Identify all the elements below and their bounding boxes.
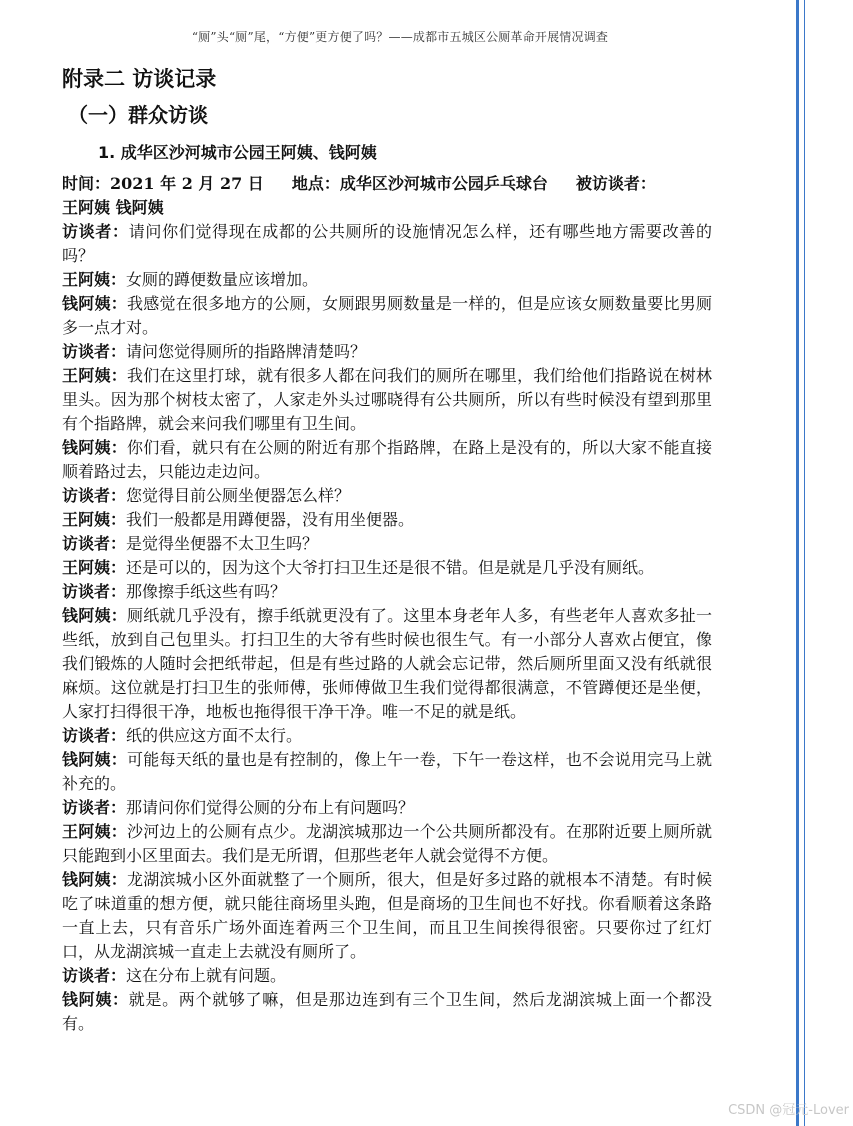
- dialog-line: [62, 820, 712, 868]
- utterance: 请问您觉得厕所的指路牌清楚吗？: [126, 342, 367, 361]
- dialog-line: [62, 724, 712, 748]
- utterance: 那像擦手纸这些有吗？: [126, 582, 287, 601]
- interview-meta: [62, 172, 712, 220]
- utterance: 这在分布上就有问题。: [126, 966, 287, 985]
- speaker: 钱阿姨：: [62, 606, 128, 625]
- speaker: 访谈者：: [62, 486, 127, 505]
- utterance: 还是可以的，因为这个大爷打扫卫生还是很不错。但是就是几乎没有厕纸。: [126, 558, 655, 577]
- speaker: 钱阿姨：: [62, 870, 128, 889]
- dialog-line: [62, 436, 712, 484]
- dialog-line: [62, 340, 712, 364]
- time-label: 时间：: [62, 174, 111, 193]
- dialog-line: [62, 268, 712, 292]
- speaker: 访谈者：: [62, 966, 127, 985]
- speaker: 访谈者：: [62, 582, 127, 601]
- utterance: 您觉得目前公厕坐便器怎么样？: [126, 486, 351, 505]
- utterance: 龙湖滨城小区外面就整了一个厕所，很大，但是好多过路的就根本不清楚。有时候吃了味道重的想方便，就只能往商场里头跑，但是商场的卫生间也不好找。你看顺着这条路一直上去，只有音乐广场外面连着两三个卫生间，而且卫生间挨得很密。只要你过了红灯口，从龙湖滨城一直走上去就没有厕所了。: [62, 870, 712, 961]
- speaker: 访谈者：: [62, 726, 127, 745]
- speaker: 王阿姨：: [62, 510, 127, 529]
- speaker: 访谈者：: [62, 534, 127, 553]
- utterance: 我们在这里打球，就有很多人都在问我们的厕所在哪里，我们给他们指路说在树林里头。因为那个树枝太密了，人家走外头过哪晓得有公共厕所，所以有些时候没有望到那里有个指路牌，就会来问我们哪里有卫生间。: [62, 366, 712, 433]
- speaker: 王阿姨：: [62, 366, 128, 385]
- dialog-line: [62, 748, 712, 796]
- speaker: 王阿姨：: [62, 822, 128, 841]
- utterance: 我感觉在很多地方的公厕，女厕跟男厕数量是一样的，但是应该女厕数量要比男厕多一点才对。: [62, 294, 712, 337]
- speaker: 钱阿姨：: [62, 294, 128, 313]
- speaker: 访谈者：: [62, 222, 129, 241]
- interviewee-label: 被访谈者：: [575, 174, 656, 193]
- speaker: 访谈者：: [62, 798, 127, 817]
- utterance: 我们一般都是用蹲便器，没有用坐便器。: [126, 510, 415, 529]
- page-edge-rule-thick: [796, 0, 799, 1126]
- dialog-line: [62, 988, 712, 1036]
- dialog-line: [62, 292, 712, 340]
- part-title: （一）群众访谈: [68, 103, 208, 127]
- place-label: 地点：: [291, 174, 340, 193]
- dialog-line: [62, 508, 712, 532]
- dialog-line: [62, 364, 712, 436]
- dialog-line: [62, 868, 712, 964]
- document-body: [62, 62, 712, 1036]
- utterance: 女厕的蹲便数量应该增加。: [126, 270, 319, 289]
- running-header: “厕”头“厕”尾，“方便”更方便了吗？——成都市五城区公厕革命开展情况调查: [191, 30, 609, 44]
- dialog-line: [62, 604, 712, 724]
- utterance: 请问你们觉得现在成都的公共厕所的设施情况怎么样，还有哪些地方需要改善的吗？: [62, 222, 712, 265]
- speaker: 钱阿姨：: [62, 750, 128, 769]
- utterance: 厕纸就几乎没有，擦手纸就更没有了。这里本身老年人多，有些老年人喜欢多扯一些纸，放到自己包里头。打扫卫生的大爷有些时候也很生气。有一小部分人喜欢占便宜，像我们锻炼的人随时会把纸带起，但是有些过路的人就会忘记带，然后厕所里面又没有纸就很麻烦。这位就是打扫卫生的张师傅，张师傅做卫生我们觉得都很满意，不管蹲便还是坐便，人家打扫得很干净，地板也拖得很干净干净。唯一不足的就是纸。: [62, 606, 712, 721]
- time-value: 2021 年 2 月 27 日: [110, 174, 264, 193]
- utterance: 你们看，就只有在公厕的附近有那个指路牌，在路上是没有的，所以大家不能直接顺着路过去，只能边走边问。: [62, 438, 712, 481]
- speaker: 访谈者：: [62, 342, 127, 361]
- speaker: 钱阿姨：: [62, 990, 129, 1009]
- interview-title: 1. 成华区沙河城市公园王阿姨、钱阿姨: [98, 143, 377, 162]
- dialog-line: [62, 220, 712, 268]
- dialog-line: [62, 580, 712, 604]
- csdn-watermark: CSDN @冠元-Lover: [728, 1103, 849, 1118]
- place-value: 成华区沙河城市公园乒乓球台: [339, 174, 548, 193]
- dialog-line: [62, 484, 712, 508]
- page-edge-rule-thin: [804, 0, 805, 1126]
- dialog-line: [62, 556, 712, 580]
- appendix-title: 附录二 访谈记录: [62, 67, 217, 91]
- speaker: 王阿姨：: [62, 558, 127, 577]
- utterance: 是觉得坐便器不太卫生吗？: [126, 534, 319, 553]
- speaker: 钱阿姨：: [62, 438, 128, 457]
- utterance: 纸的供应这方面不太行。: [126, 726, 303, 745]
- dialog-line: [62, 532, 712, 556]
- utterance: 那请问你们觉得公厕的分布上有问题吗？: [126, 798, 415, 817]
- utterance: 就是。两个就够了嘛，但是那边连到有三个卫生间，然后龙湖滨城上面一个都没有。: [62, 990, 712, 1033]
- dialog-line: [62, 964, 712, 988]
- dialog-line: [62, 796, 712, 820]
- speaker: 王阿姨：: [62, 270, 127, 289]
- dialog-list: [62, 220, 712, 1036]
- interviewee-value: 王阿姨 钱阿姨: [62, 198, 164, 217]
- utterance: 可能每天纸的量也是有控制的，像上午一卷，下午一卷这样，也不会说用完马上就补充的。: [62, 750, 712, 793]
- utterance: 沙河边上的公厕有点少。龙湖滨城那边一个公共厕所都没有。在那附近要上厕所就只能跑到小区里面去。我们是无所谓，但那些老年人就会觉得不方便。: [62, 822, 712, 865]
